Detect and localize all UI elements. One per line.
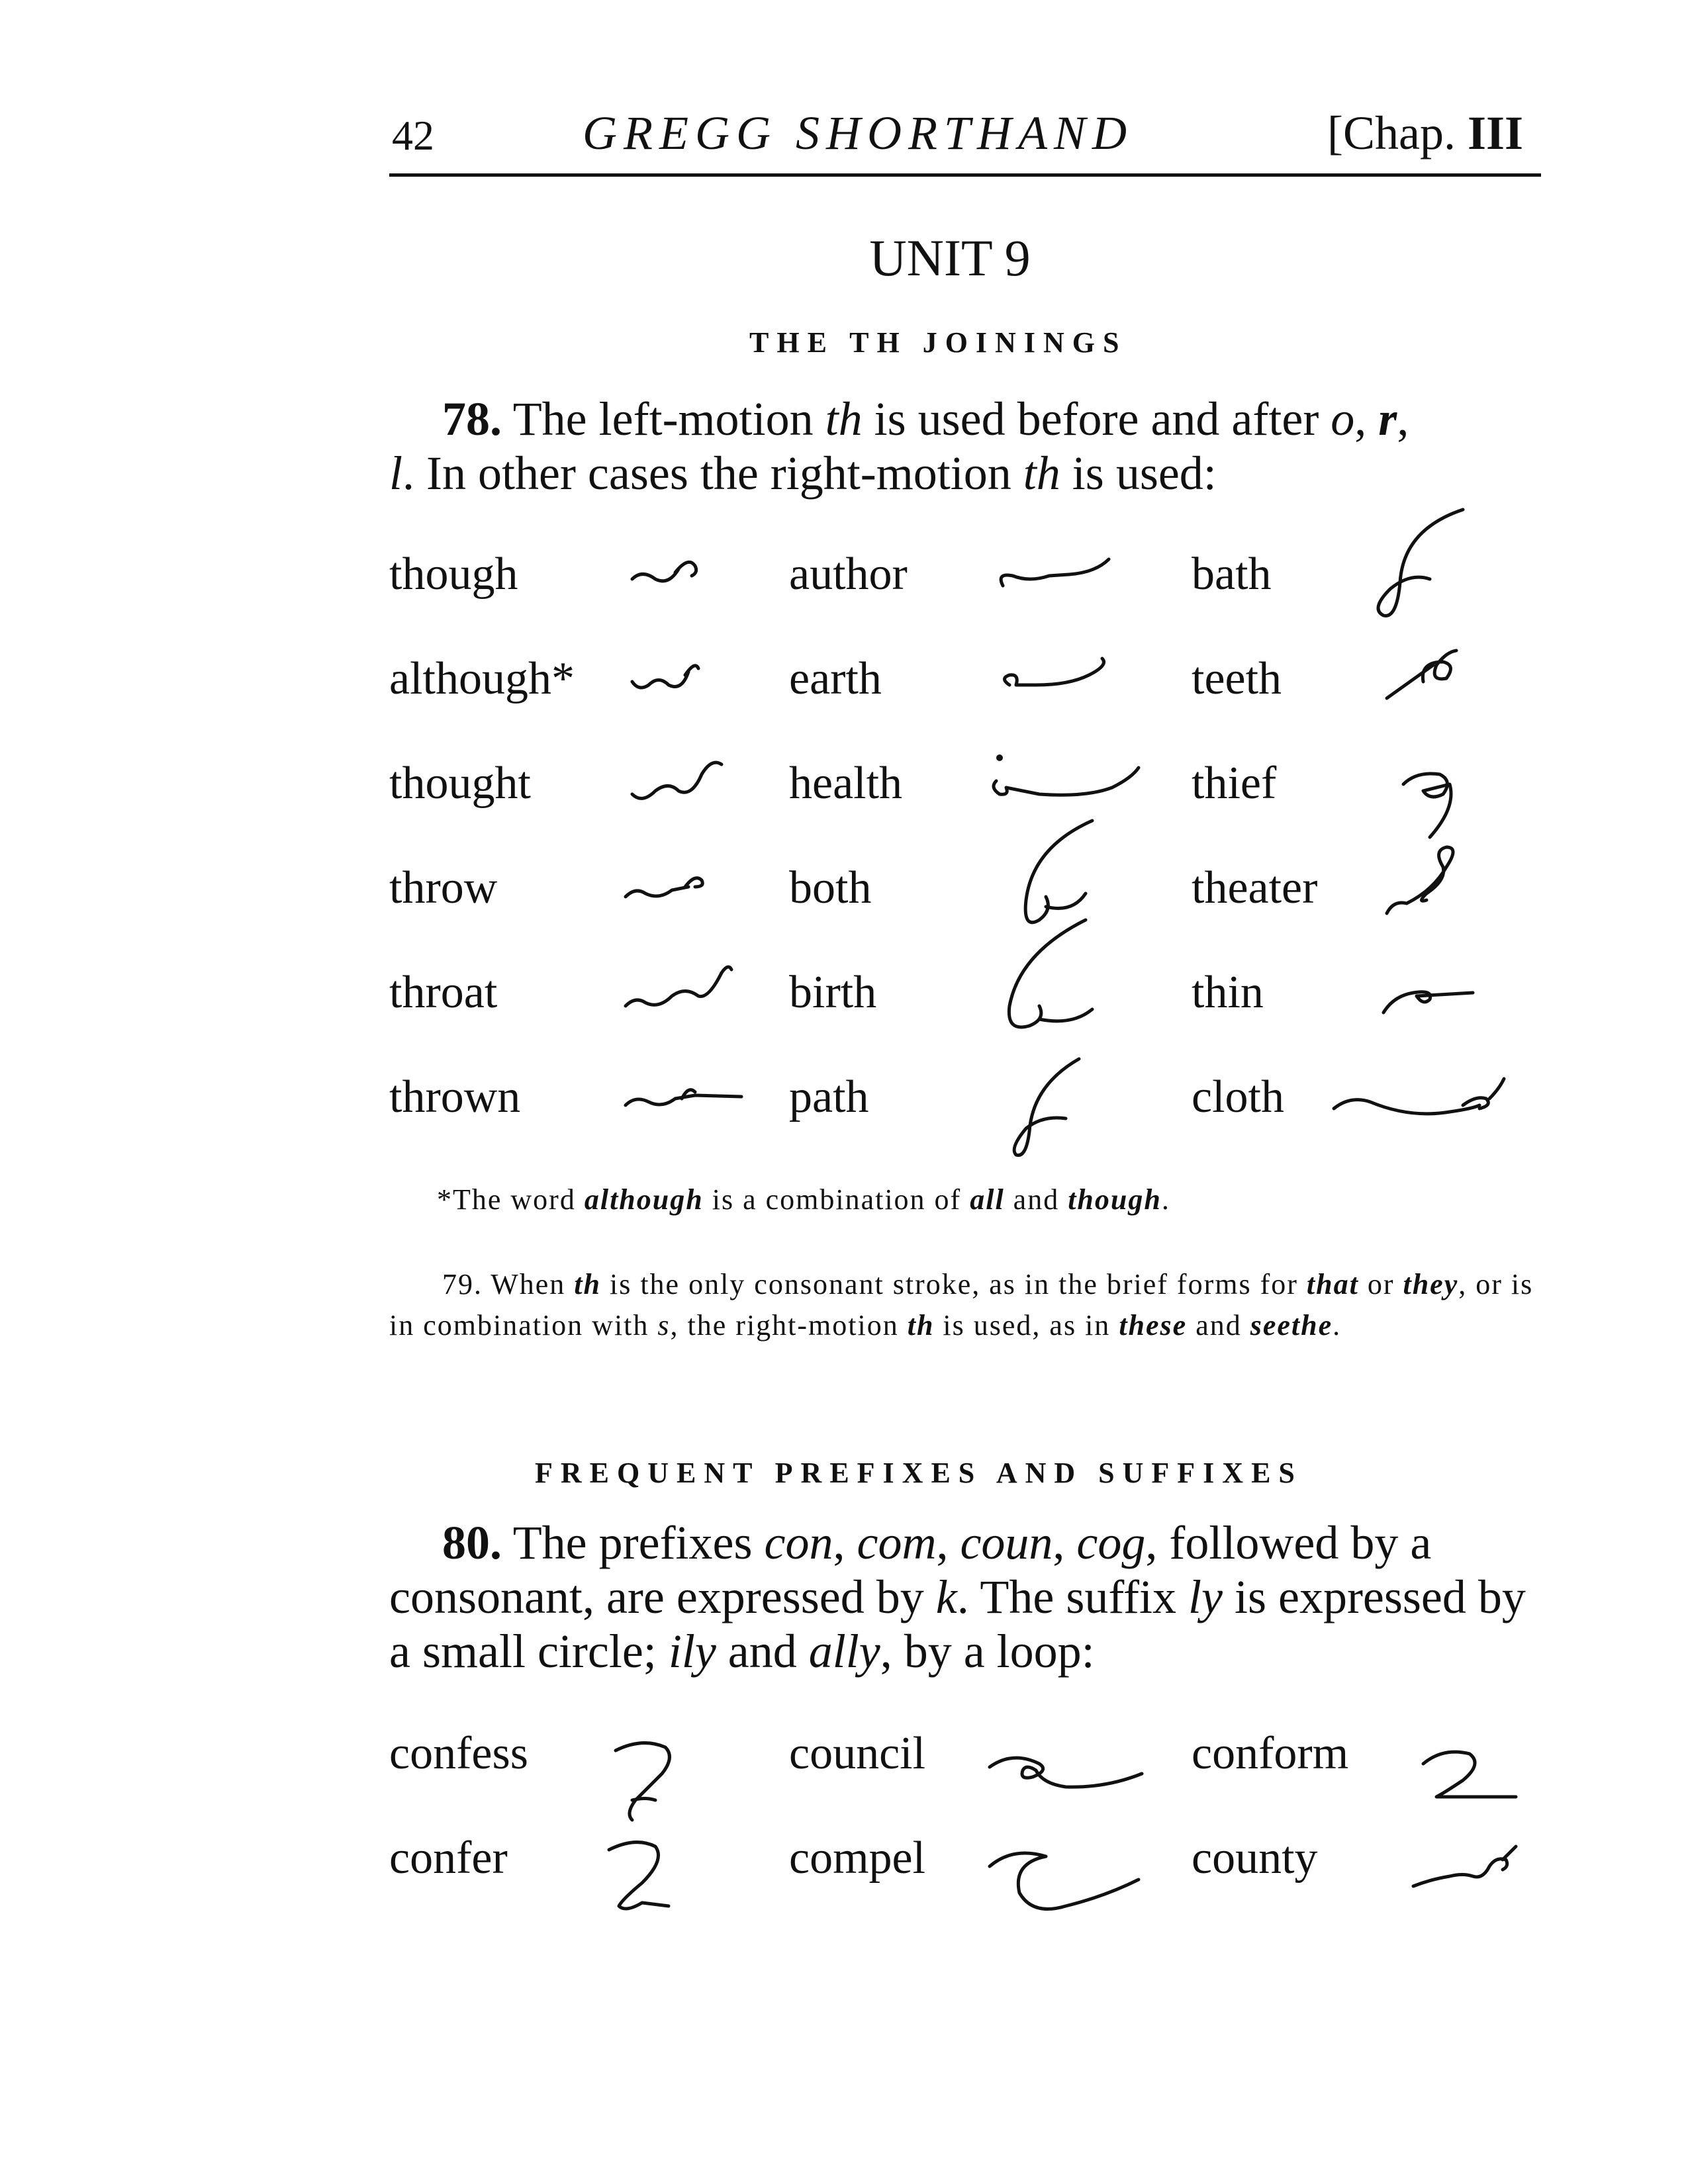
- word-author: author: [789, 549, 908, 600]
- para-italic: ally: [808, 1625, 880, 1678]
- shorthand-conform: [1417, 1741, 1523, 1807]
- chapter-prefix: [Chap.: [1327, 107, 1468, 159]
- para-italic: ly: [1188, 1570, 1223, 1623]
- para-number: 78.: [442, 392, 502, 445]
- footnote-text: is a combination of: [703, 1183, 970, 1216]
- para-italic: these: [1119, 1309, 1188, 1342]
- paragraph-78: [389, 392, 1541, 500]
- para-italic: that: [1306, 1268, 1359, 1300]
- para-italic: th: [1023, 447, 1060, 500]
- para-italic: com: [857, 1516, 937, 1569]
- shorthand-thief: [1390, 761, 1476, 847]
- para-text: ,: [936, 1516, 961, 1569]
- para-text: ,: [1397, 392, 1409, 445]
- footnote: [437, 1179, 1536, 1220]
- chapter-label: [1327, 106, 1523, 161]
- word-thief: thief: [1192, 758, 1277, 809]
- section-heading-prefixes: FREQUENT PREFIXES AND SUFFIXES: [535, 1457, 1303, 1489]
- shorthand-thin: [1380, 973, 1479, 1019]
- para-text: is used, as in: [934, 1309, 1119, 1342]
- para-italic: th: [907, 1309, 935, 1342]
- section-heading-th-joinings: THE TH JOININGS: [749, 326, 1127, 359]
- para-text: . The suffix: [957, 1570, 1188, 1623]
- shorthand-cloth: [1331, 1072, 1509, 1125]
- para-italic: seethe: [1250, 1309, 1333, 1342]
- page-number: 42: [392, 112, 434, 159]
- shorthand-theater: [1380, 841, 1479, 927]
- shorthand-confer: [602, 1833, 682, 1919]
- paragraph-79: [389, 1264, 1541, 1346]
- shorthand-confess: [609, 1734, 688, 1827]
- word-teeth: teeth: [1192, 653, 1282, 704]
- shorthand-health: [980, 748, 1152, 807]
- para-text: The left-motion: [502, 392, 825, 445]
- para-text: .: [1333, 1309, 1342, 1342]
- word-thin: thin: [1192, 967, 1264, 1018]
- paragraph-80: [389, 1516, 1541, 1678]
- shorthand-thought: [629, 754, 741, 814]
- shorthand-path: [1006, 1052, 1092, 1165]
- para-text: , the right-motion: [670, 1309, 908, 1342]
- shorthand-throat: [622, 960, 741, 1019]
- chapter-number: III: [1467, 107, 1524, 159]
- footnote-italic: all: [970, 1183, 1005, 1216]
- unit-title: UNIT 9: [869, 229, 1031, 287]
- para-italic: s: [657, 1309, 671, 1342]
- para-text: , followed by a consonant, are expressed by: [389, 1516, 1432, 1623]
- word-throw: throw: [389, 862, 498, 913]
- word-health: health: [789, 758, 903, 809]
- footnote-text: *The word: [437, 1183, 585, 1216]
- word-council: council: [789, 1728, 926, 1779]
- para-text: is the only consonant stroke, as in the brief forms for: [600, 1268, 1307, 1300]
- para-italic: coun: [960, 1516, 1053, 1569]
- word-birth: birth: [789, 967, 877, 1018]
- para-text: and: [716, 1625, 809, 1678]
- para-number: 80.: [442, 1516, 502, 1569]
- shorthand-county: [1410, 1840, 1529, 1899]
- running-title: GREGG SHORTHAND: [583, 107, 1133, 159]
- word-both: both: [789, 862, 872, 913]
- shorthand-compel: [986, 1833, 1152, 1926]
- footnote-text: .: [1161, 1183, 1170, 1216]
- para-text: ,: [1053, 1516, 1077, 1569]
- para-italic: ily: [668, 1625, 716, 1678]
- shorthand-council: [986, 1741, 1158, 1807]
- word-thought: thought: [389, 758, 531, 809]
- footnote-italic: though: [1068, 1183, 1162, 1216]
- shorthand-author: [996, 549, 1129, 596]
- para-text: is used:: [1060, 447, 1217, 500]
- para-italic: con: [764, 1516, 833, 1569]
- word-though: though: [389, 549, 518, 600]
- word-although: although*: [389, 653, 575, 704]
- word-confer: confer: [389, 1833, 508, 1884]
- footnote-text: and: [1004, 1183, 1068, 1216]
- para-text: is used before and after: [862, 392, 1331, 445]
- para-text: and: [1187, 1309, 1250, 1342]
- word-compel: compel: [789, 1833, 926, 1884]
- para-text: ,: [833, 1516, 857, 1569]
- word-confess: confess: [389, 1728, 528, 1779]
- word-path: path: [789, 1071, 869, 1122]
- word-thrown: thrown: [389, 1071, 521, 1122]
- para-italic: cog: [1076, 1516, 1146, 1569]
- shorthand-although: [629, 655, 728, 702]
- shorthand-throw: [622, 867, 722, 907]
- para-text: or: [1358, 1268, 1403, 1300]
- header-rule: [389, 173, 1541, 177]
- para-text: ,: [1354, 392, 1379, 445]
- para-italic: k: [935, 1570, 957, 1623]
- para-italic: th: [825, 392, 863, 445]
- word-throat: throat: [389, 967, 498, 1018]
- shorthand-though: [629, 549, 728, 596]
- para-italic: r: [1378, 392, 1397, 445]
- shorthand-teeth: [1383, 645, 1470, 711]
- word-conform: conform: [1192, 1728, 1349, 1779]
- para-text: The prefixes: [502, 1516, 765, 1569]
- word-cloth: cloth: [1192, 1071, 1284, 1122]
- para-italic: l: [389, 447, 403, 500]
- para-text: is expressed by a small circle;: [389, 1570, 1526, 1678]
- word-earth: earth: [789, 653, 882, 704]
- shorthand-earth: [996, 655, 1129, 702]
- para-text: , by a loop:: [880, 1625, 1095, 1678]
- shorthand-thrown: [622, 1075, 755, 1115]
- para-italic: they: [1403, 1268, 1459, 1300]
- word-theater: theater: [1192, 862, 1318, 913]
- footnote-italic: although: [584, 1183, 704, 1216]
- shorthand-bath: [1364, 503, 1476, 629]
- para-text: . In other cases the right-motion: [402, 447, 1023, 500]
- para-italic: o: [1331, 392, 1355, 445]
- word-county: county: [1192, 1833, 1318, 1884]
- para-text: 79. When: [442, 1268, 575, 1300]
- shorthand-birth: [993, 913, 1105, 1039]
- word-bath: bath: [1192, 549, 1272, 600]
- para-italic: th: [574, 1268, 601, 1300]
- para-text: , or is in combination with: [389, 1268, 1534, 1342]
